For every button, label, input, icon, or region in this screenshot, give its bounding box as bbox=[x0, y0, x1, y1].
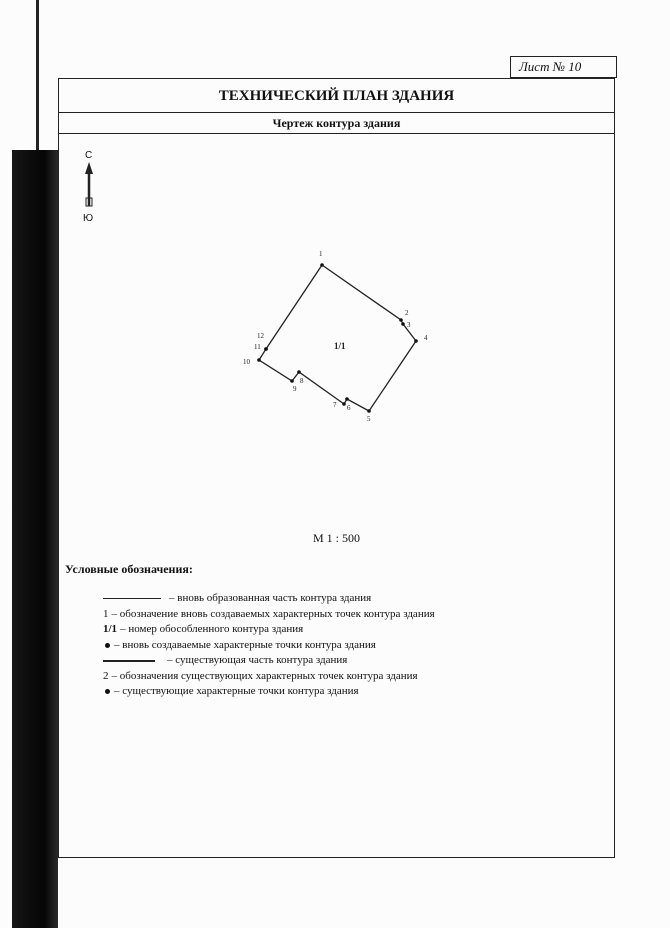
contour-point-label: 1 bbox=[319, 250, 323, 258]
legend-symbol: 1 bbox=[103, 607, 109, 620]
legend-title: Условные обозначения: bbox=[65, 562, 193, 576]
contour-point-label: 8 bbox=[300, 377, 304, 385]
point-dot-icon bbox=[105, 689, 110, 694]
legend-item-new-point-labels bbox=[103, 607, 435, 623]
compass-north-label: С bbox=[85, 150, 93, 161]
sheet-label: Лист № bbox=[519, 59, 565, 74]
legend-text: – обозначение вновь создаваемых характерных точек контура здания bbox=[111, 607, 435, 620]
legend-item-contour-number bbox=[103, 622, 435, 638]
contour-number-label: 1/1 bbox=[334, 341, 346, 351]
scale-label: М 1 : 500 bbox=[312, 531, 360, 545]
legend bbox=[103, 591, 435, 700]
legend-item-new-part bbox=[103, 591, 435, 607]
legend-item-existing-point-labels bbox=[103, 669, 435, 685]
legend-text: – обозначения существующих характерных точек контура здания bbox=[111, 669, 418, 682]
contour-point-label: 3 bbox=[407, 321, 411, 329]
legend-text: – существующие характерные точки контура здания bbox=[114, 685, 359, 697]
thick-line-symbol bbox=[103, 660, 155, 662]
contour-point-label: 10 bbox=[243, 358, 250, 366]
contour-point-label: 5 bbox=[367, 415, 371, 423]
drawing-frame bbox=[58, 78, 615, 858]
legend-text: – существующая часть контура здания bbox=[167, 654, 348, 666]
thin-line-symbol bbox=[103, 598, 161, 599]
contour-point-label: 11 bbox=[254, 343, 261, 351]
legend-text: – вновь создаваемые характерные точки контура здания bbox=[114, 638, 376, 651]
legend-symbol: 1/1 bbox=[103, 623, 118, 635]
legend-item-existing-points bbox=[103, 684, 435, 700]
legend-symbol: 2 bbox=[103, 669, 109, 682]
legend-item-new-points bbox=[103, 638, 435, 654]
scan-artifact-edge bbox=[12, 150, 58, 928]
contour-point-label: 4 bbox=[424, 334, 428, 342]
legend-text: – номер обособленного контура здания bbox=[120, 623, 304, 635]
contour-point-label: 6 bbox=[347, 404, 351, 412]
compass-south-label: Ю bbox=[83, 213, 94, 224]
contour-point-label: 9 bbox=[293, 385, 297, 393]
page-title: ТЕХНИЧЕСКИЙ ПЛАН ЗДАНИЯ bbox=[59, 79, 614, 113]
sheet-number-box bbox=[510, 56, 617, 78]
page-subtitle: Чертеж контура здания bbox=[59, 113, 614, 134]
contour-point-label: 2 bbox=[405, 309, 409, 317]
legend-item-existing-part bbox=[103, 653, 435, 669]
legend-text: – вновь образованная часть контура здания bbox=[169, 592, 372, 604]
contour-point-label: 12 bbox=[257, 332, 264, 340]
sheet-number: 10 bbox=[568, 59, 582, 74]
contour-point-label: 7 bbox=[333, 401, 337, 409]
point-dot-icon bbox=[105, 643, 110, 648]
